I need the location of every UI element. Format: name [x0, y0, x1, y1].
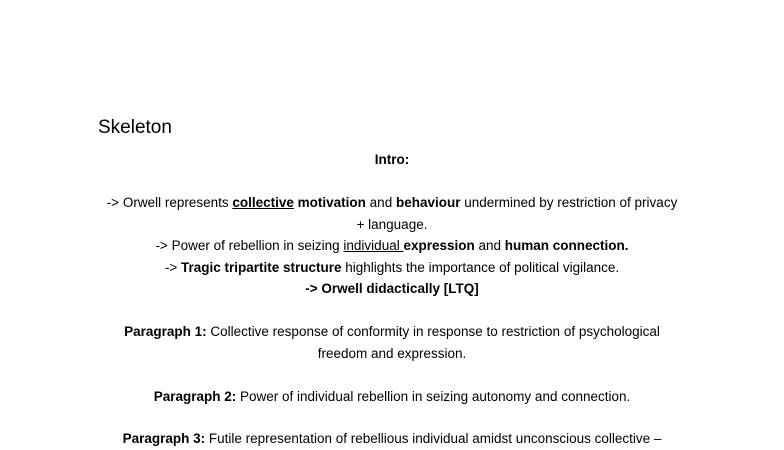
paragraph-2 — [92, 386, 692, 408]
point3-tragic: Tragic tripartite structure — [180, 259, 342, 275]
intro-point-2 — [92, 235, 692, 257]
paragraph-1 — [92, 321, 692, 364]
point1-and: and — [365, 195, 396, 210]
point1-prefix: -> Orwell represents — [106, 195, 233, 210]
point3-prefix: -> — [164, 259, 181, 275]
paragraph-3-label: Paragraph 3: — [122, 431, 206, 446]
paragraph-3 — [92, 428, 692, 450]
point2-expression: expression — [403, 238, 475, 253]
point2-prefix: -> Power of rebellion in seizing — [155, 238, 344, 253]
paragraph-2-label: Paragraph 2: — [153, 389, 237, 404]
document-heading: Skeleton — [98, 117, 172, 138]
paragraph-2-line — [92, 386, 692, 408]
point2-individual: individual — [343, 238, 404, 253]
point3-rest: highlights the importance of political vigilance. — [341, 259, 620, 275]
paragraph-1-label: Paragraph 1: — [124, 324, 207, 339]
point1-motivation: motivation — [293, 195, 366, 210]
paragraph-1-cont: freedom and expression. — [317, 345, 467, 361]
intro-point-1 — [92, 192, 692, 214]
intro-point-4: -> Orwell didactically [LTQ] — [305, 281, 479, 296]
intro-point-1-cont: + language. — [356, 216, 428, 232]
intro-points — [92, 192, 692, 300]
paragraph-3-text: Futile representation of rebellious individual amidst unconscious collective – — [205, 431, 662, 446]
intro-section — [92, 149, 692, 171]
paragraph-3-line — [92, 428, 692, 450]
intro-point-3 — [92, 257, 692, 279]
point2-and: and — [474, 238, 505, 253]
paragraph-1-text: Collective response of conformity in response to restriction of psychological — [206, 324, 660, 339]
point1-behaviour: behaviour — [395, 195, 461, 210]
intro-label: Intro: — [374, 152, 410, 167]
paragraph-2-text: Power of individual rebellion in seizing autonomy and connection. — [236, 389, 631, 404]
paragraph-1-line — [92, 321, 692, 343]
point1-rest: undermined by restriction of privacy — [460, 195, 678, 210]
point1-collective: collective — [232, 195, 294, 210]
point2-human-connection: human connection. — [504, 238, 629, 253]
